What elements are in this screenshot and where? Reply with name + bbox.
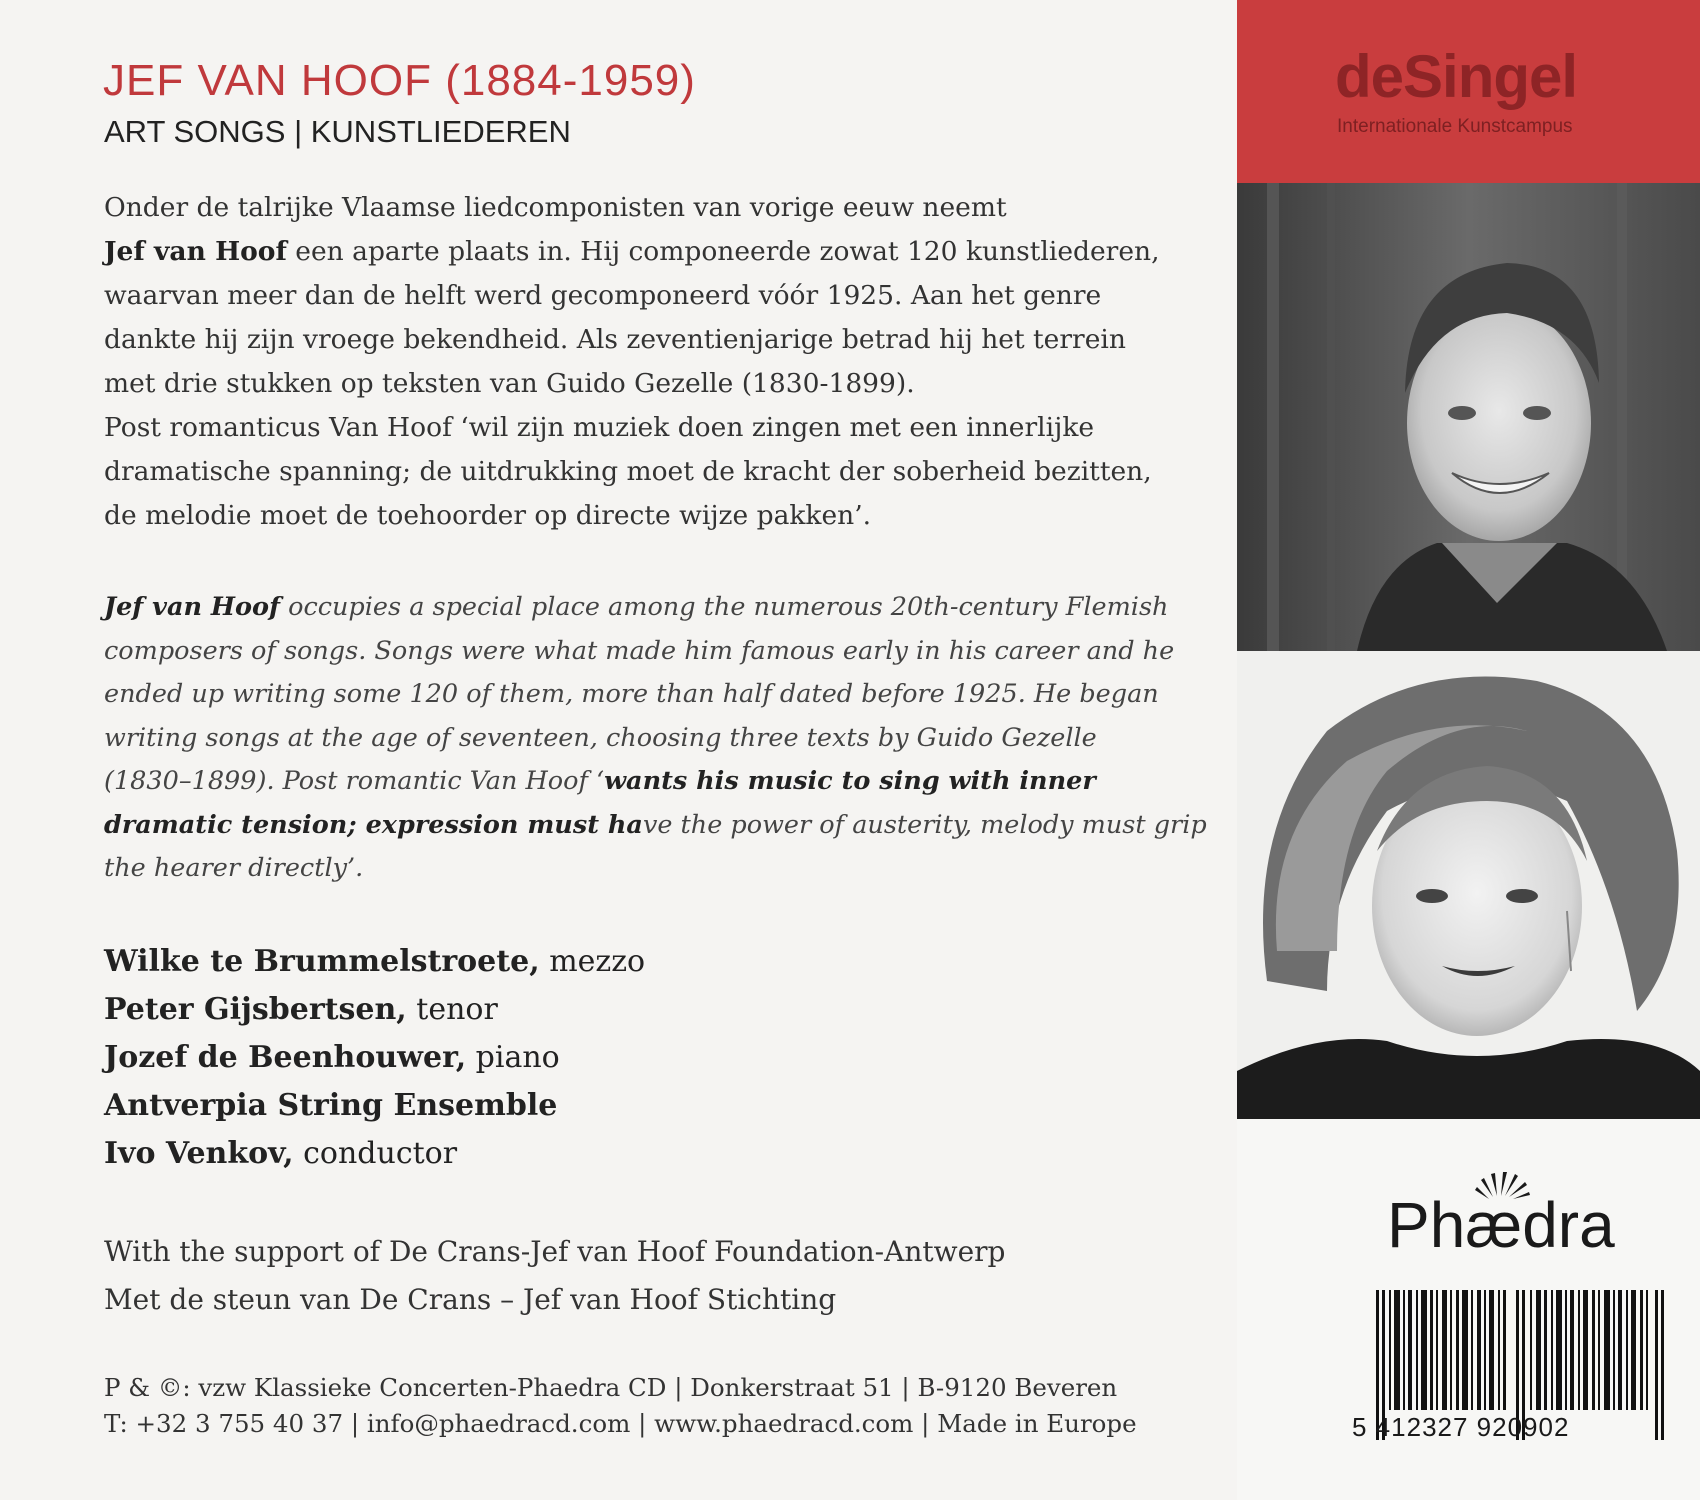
performer-name: Peter Gijsbertsen, (104, 992, 407, 1027)
english-line: ended up writing some 120 of them, more than half dated before 1925. He began (104, 679, 1159, 709)
english-line (104, 804, 1224, 848)
copyright-line: P & ©: vzw Klassieke Concerten-Phaedra CD | Donkerstraat 51 | B-9120 Beveren (104, 1373, 1118, 1402)
composer-name-bold: Jef van Hoof (104, 236, 287, 267)
dutch-line (104, 230, 1224, 274)
performer-name: Wilke te Brummelstroete, (104, 944, 540, 979)
performer-name: Antverpia String Ensemble (104, 1088, 558, 1123)
support-dutch: Met de steun van De Crans – Jef van Hoof Stichting (104, 1283, 837, 1316)
english-line-rest: occupies a special place among the numerous 20th-century Flemish (279, 592, 1169, 622)
english-description (104, 586, 1224, 891)
album-title: JEF VAN HOOF (1884-1959) (103, 56, 696, 105)
credit-row (104, 938, 645, 986)
dutch-line-rest: een aparte plaats in. Hij componeerde zowat 120 kunstliederen, (286, 236, 1160, 267)
credit-row (104, 1130, 645, 1178)
dutch-line: Onder de talrijke Vlaamse liedcomponisten van vorige eeuw neemt (104, 192, 1007, 223)
credit-row (104, 1034, 645, 1082)
dutch-description (104, 186, 1224, 538)
performer-role: piano (466, 1040, 560, 1075)
performer-credits (104, 938, 645, 1178)
tenor-portrait-illustration (1237, 183, 1700, 651)
english-line-rest: ve the power of austerity, melody must grip (642, 809, 1207, 840)
credit-row (104, 1082, 645, 1130)
english-line (104, 586, 1224, 630)
performer-role: conductor (293, 1136, 458, 1171)
performer-role: mezzo (539, 944, 646, 979)
credit-row (104, 986, 645, 1034)
english-line: writing songs at the age of seventeen, choosing three texts by Guido Gezelle (104, 722, 1097, 753)
dutch-line: de melodie moet de toehoorder op directe wijze pakken’. (104, 500, 872, 531)
composer-name-bold: Jef van Hoof (104, 592, 280, 622)
barcode-number: 5 412327 920902 (1352, 1412, 1570, 1442)
desingel-logo: deSingel (1335, 43, 1578, 110)
performer-name: Jozef de Beenhouwer, (104, 1040, 467, 1075)
performer-role: tenor (406, 992, 498, 1027)
quote-bold: dramatic tension; expression must ha (104, 809, 643, 840)
publisher-footer (104, 1370, 1137, 1442)
contact-line: T: +32 3 755 40 37 | info@phaedracd.com | www.phaedracd.com | Made in Europe (104, 1409, 1137, 1438)
mezzo-portrait-illustration (1237, 651, 1700, 1119)
back-cover-image-panel (1237, 0, 1700, 1500)
desingel-banner (1237, 0, 1700, 183)
english-line (104, 760, 1224, 804)
dutch-line: Post romanticus Van Hoof ‘wil zijn muziek doen zingen met een innerlijke (104, 412, 1095, 443)
support-english: With the support of De Crans-Jef van Hoof Foundation-Antwerp (104, 1235, 1006, 1268)
mezzo-portrait-photo (1237, 651, 1700, 1119)
performer-name: Ivo Venkov, (104, 1136, 294, 1171)
english-line: the hearer directly’. (104, 853, 364, 883)
tenor-portrait-photo (1237, 183, 1700, 651)
dutch-line: dankte hij zijn vroege bekendheid. Als zeventienjarige betrad hij het terrein (104, 324, 1126, 355)
english-line-plain: (1830–1899). Post romantic Van Hoof ‘ (104, 766, 605, 796)
dutch-line: met drie stukken op teksten van Guido Gezelle (1830-1899). (104, 368, 915, 399)
english-line: composers of songs. Songs were what made him famous early in his career and he (104, 635, 1175, 666)
dutch-line: waarvan meer dan de helft werd gecomponeerd vóór 1925. Aan het genre (104, 280, 1102, 311)
phaedra-logo: Phædra (1387, 1189, 1615, 1261)
dutch-line: dramatische spanning; de uitdrukking moet de kracht der soberheid bezitten, (104, 456, 1152, 487)
desingel-tagline: Internationale Kunstcampus (1337, 116, 1573, 137)
quote-bold: wants his music to sing with inner (604, 766, 1096, 796)
album-subtitle: ART SONGS | KUNSTLIEDEREN (104, 114, 571, 149)
support-statement (104, 1228, 1005, 1324)
